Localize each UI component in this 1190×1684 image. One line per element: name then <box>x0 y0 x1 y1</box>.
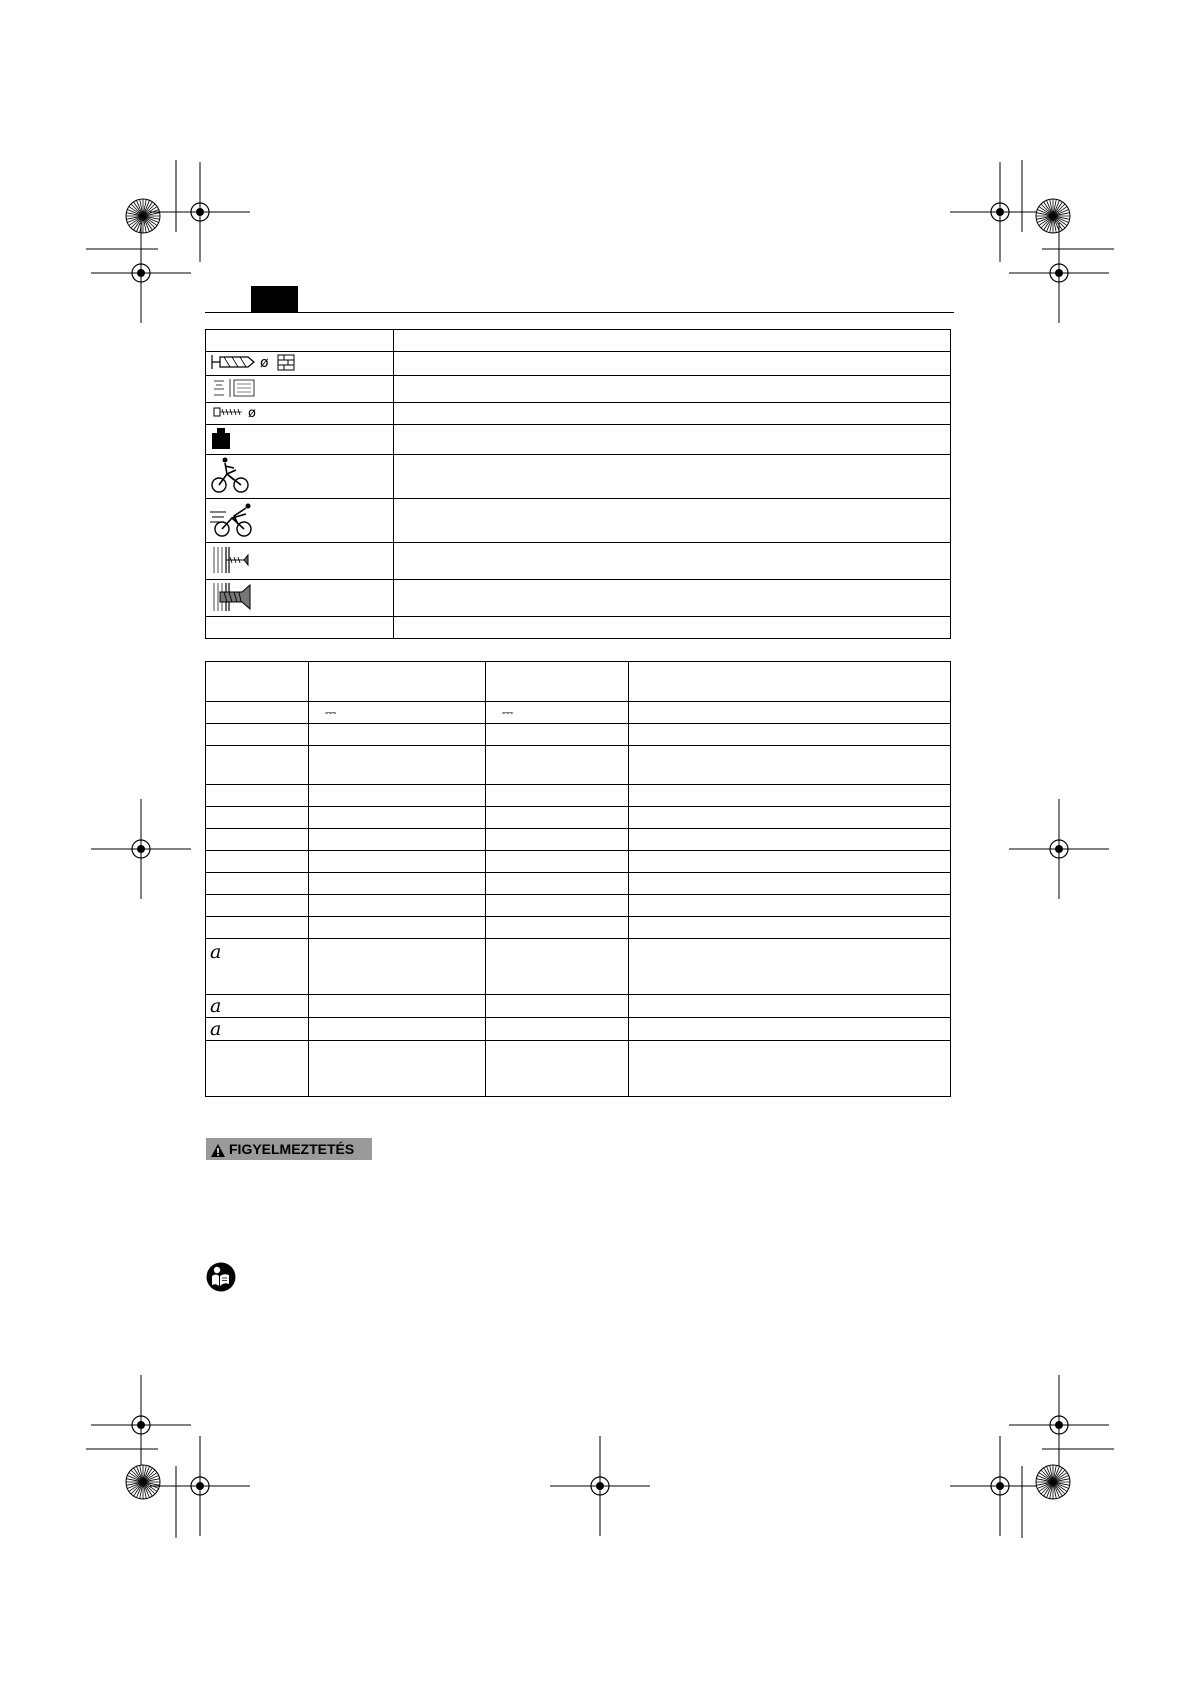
table-row <box>206 403 951 425</box>
table-row <box>206 330 951 352</box>
small-screw-wood-icon <box>206 543 394 580</box>
read-manual-icon <box>206 1262 236 1292</box>
table-row <box>206 724 951 746</box>
table-row <box>206 455 951 499</box>
table-row <box>206 807 951 829</box>
dc-symbol: ⎓ <box>325 704 337 721</box>
alpha-symbol: a <box>210 1018 222 1040</box>
cyclist-slow-icon <box>206 455 394 499</box>
language-tab <box>251 286 298 312</box>
table-row <box>206 580 951 617</box>
table-row <box>206 829 951 851</box>
svg-text:ø: ø <box>248 406 256 420</box>
dc-symbol: ⎓ <box>502 704 514 721</box>
drill-depth-scale-icon <box>206 376 394 403</box>
screw-diameter-icon <box>206 403 394 425</box>
warning-label <box>206 1138 372 1160</box>
cyclist-fast-icon <box>206 499 394 543</box>
weight-icon <box>206 425 394 455</box>
table-row <box>206 995 951 1018</box>
table-row <box>206 617 951 639</box>
svg-text:ø: ø <box>260 355 269 371</box>
table-row <box>206 499 951 543</box>
table-row <box>206 702 951 724</box>
table-row <box>206 851 951 873</box>
alpha-symbol: a <box>210 995 222 1017</box>
table-row <box>206 1041 951 1097</box>
table-row <box>206 376 951 403</box>
header-rule <box>205 312 954 313</box>
symbol-table <box>205 329 951 639</box>
alpha-symbol: a <box>210 941 222 963</box>
table-row <box>206 939 951 995</box>
warning-triangle-icon <box>210 1143 226 1158</box>
large-screw-wood-icon <box>206 580 394 617</box>
table-row <box>206 543 951 580</box>
table-row <box>206 917 951 939</box>
table-row <box>206 785 951 807</box>
table-row <box>206 746 951 785</box>
table-row <box>206 873 951 895</box>
table-row <box>206 662 951 702</box>
table-row <box>206 1018 951 1041</box>
warning-text: FIGYELMEZTETÉS <box>229 1141 355 1157</box>
drill-bit-masonry-icon <box>206 352 394 376</box>
table-row <box>206 425 951 455</box>
table-row <box>206 352 951 376</box>
table-row <box>206 895 951 917</box>
specs-table <box>205 661 951 1097</box>
